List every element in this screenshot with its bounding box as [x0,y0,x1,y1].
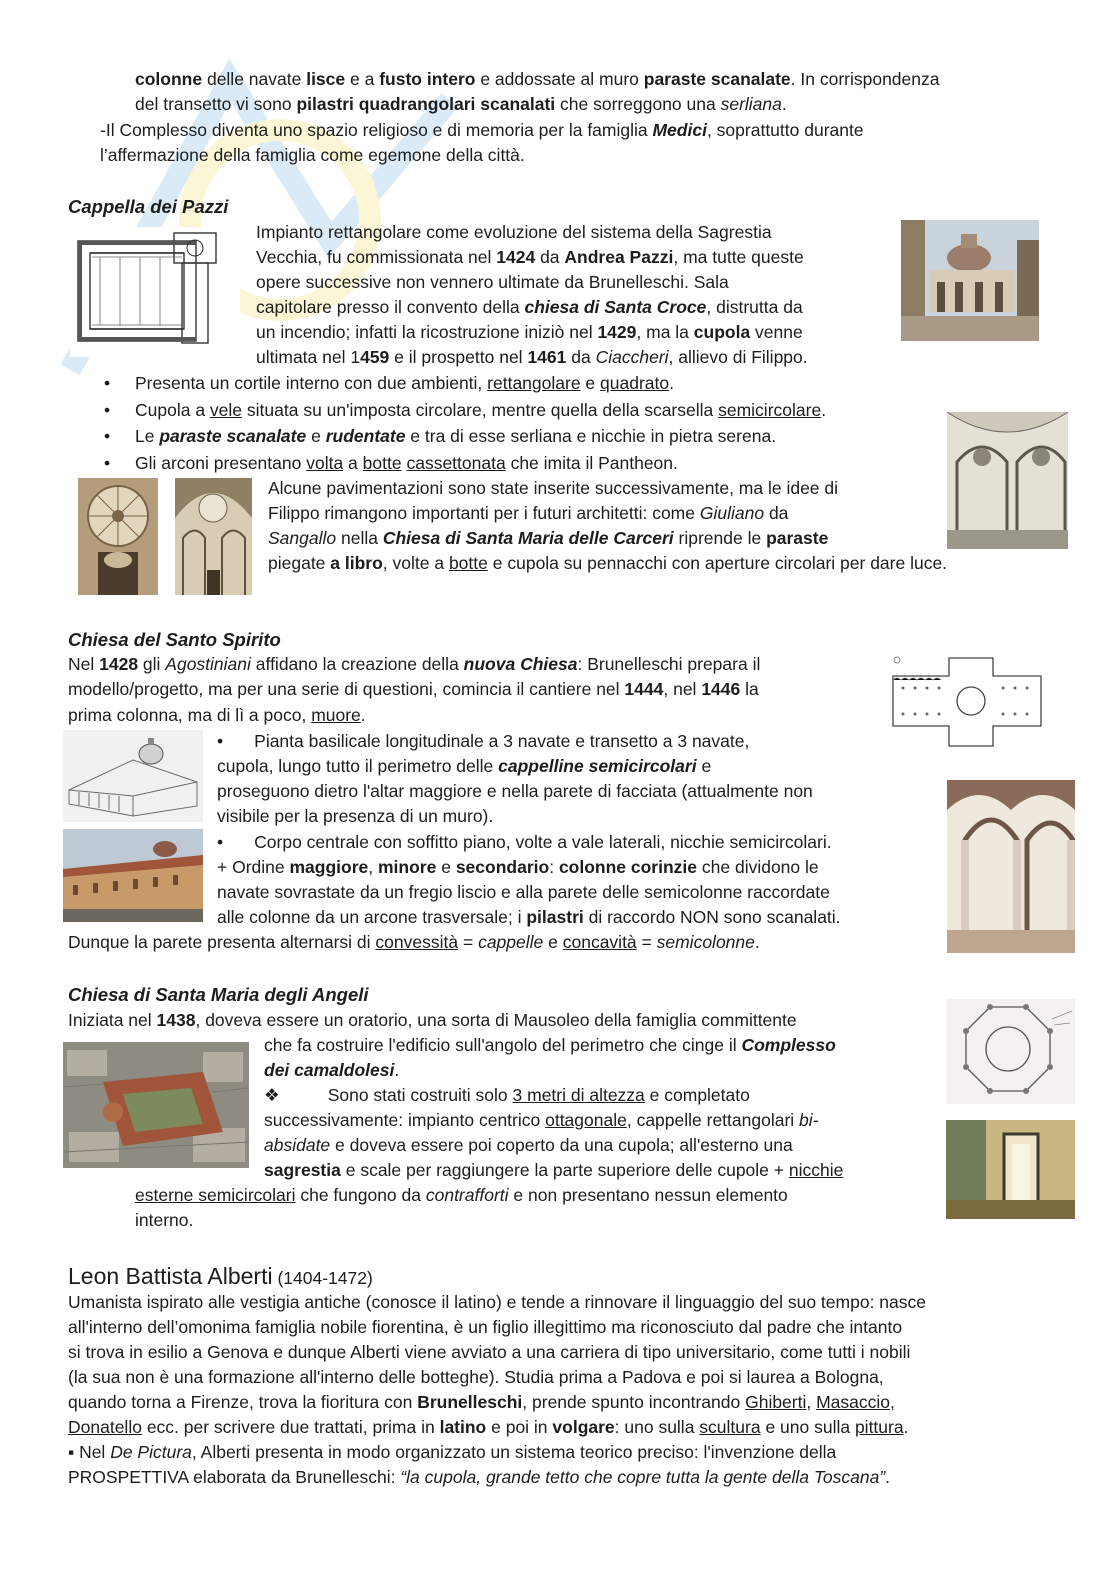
spirito-bullet-2: • Corpo centrale con soffitto piano, volte a vale laterali, nicchie semicircolari. [217,832,832,852]
alberti-line-3: si trova in esilio a Genova e dunque Alberti viene avviato a una carriera di tipo universitario, come tutti i nobili [68,1342,911,1362]
spirito-sketch-image [63,730,203,822]
section-title-angeli: Chiesa di Santa Maria degli Angeli [68,984,369,1005]
pazzi-text-5: un incendio; infatti la ricostruzione iniziò nel 1429, ma la cupola venne [256,322,803,342]
bullet-dot: • [104,373,111,393]
alberti-line-1: Umanista ispirato alle vestigia antiche (conosce il latino) e tende a rinnovare il linguaggio del suo tempo: nasce [68,1292,926,1312]
angeli-bullet-line-2: successivamente: impianto centrico ottagonale, cappelle rettangolari bi- [264,1110,819,1130]
angeli-aerial-photo [63,1042,249,1168]
spirito-bullet-1-line-2: cupola, lungo tutto il perimetro delle cappelline semicircolari e [217,756,712,776]
spirito-plan-image [889,654,1046,749]
angeli-line-1: Iniziata nel 1438, doveva essere un oratorio, una sorta di Mausoleo della famiglia committente [68,1010,797,1030]
bullet-dot: • [104,452,111,473]
pazzi-text-9: Sangallo nella Chiesa di Santa Maria delle Carceri riprende le paraste [268,528,829,548]
spirito-line-3: prima colonna, ma di lì a poco, muore. [68,705,366,725]
intro-line-2: del transetto vi sono pilastri quadrangolari scanalati che sorreggono una serliana. [135,94,787,114]
intro-line-3: -Il Complesso diventa uno spazio religioso e di memoria per la famiglia Medici, soprattutto durante [100,120,864,140]
angeli-bullet-line-5: esterne semicircolari che fungono da contrafforti e non presentano nessun elemento [135,1185,788,1205]
list-item: • Le paraste scanalate e rudentate e tra di esse serliana e nicchie in pietra serena. [135,424,826,451]
section-title-pazzi: Cappella dei Pazzi [68,196,229,217]
angeli-bullet-line-4: sagrestia e scale per raggiungere la parte superiore delle cupole + nicchie [264,1160,844,1180]
angeli-line-3: dei camaldolesi. [264,1060,400,1080]
spirito-nave-photo [947,780,1075,953]
spirito-bullet-2-line-4: alle colonne da un arcone trasversale; i pilastri di raccordo NON sono scanalati. [217,907,841,927]
pazzi-facade-photo [901,220,1039,341]
intro-line-1: colonne delle navate lisce e a fusto intero e addossate al muro paraste scanalate. In corrispondenza [135,69,940,89]
list-item: • Cupola a vele situata su un'imposta circolare, mentre quella della scarsella semicircolare. [135,398,826,425]
bullet-dot: • [104,399,111,420]
section-title-spirito: Chiesa del Santo Spirito [68,629,281,650]
angeli-plan-image [946,999,1075,1104]
alberti-line-4: (la sua non è una formazione all'interno delle botteghe). Studia prima a Padova e poi si laurea a Bologna, [68,1367,884,1387]
diamond-bullet-icon: ❖ [264,1085,280,1105]
angeli-interior-photo [946,1120,1075,1219]
spirito-bullet-2-line-3: navate sovrastate da un fregio liscio e alla parete delle semicolonne raccordate [217,882,830,902]
bullet-dot: • [104,426,111,446]
pazzi-text-10: piegate a libro, volte a botte e cupola su pennacchi con aperture circolari per dare luce. [268,553,948,573]
angeli-bullet-1: ❖ Sono stati costruiti solo 3 metri di altezza e completato [264,1085,750,1105]
list-item: • Presenta un cortile interno con due ambienti, rettangolare e quadrato. [135,371,826,398]
spirito-bullet-1: • Pianta basilicale longitudinale a 3 navate e transetto a 3 navate, [217,731,750,751]
spirito-line-2: modello/progetto, ma per una serie di questioni, comincia il cantiere nel 1444, nel 1446 la [68,679,759,699]
spirito-line-1: Nel 1428 gli Agostiniani affidano la creazione della nuova Chiesa: Brunelleschi prepara il [68,654,761,674]
alberti-line-2: all'interno dell’omonima famiglia nobile fiorentina, è un figlio illegittimo ma riconosciuto dal padre che intanto [68,1317,903,1337]
intro-line-4: l’affermazione della famiglia come egemone della città. [100,145,525,165]
pazzi-text-8: Filippo rimangono importanti per i futuri architetti: come Giuliano da [268,503,789,523]
pazzi-text-4: capitolare presso il convento della chiesa di Santa Croce, distrutta da [256,297,803,317]
pazzi-interior-photo [947,412,1068,549]
pazzi-plan-image [70,227,240,357]
alberti-line-8: PROSPETTIVA elaborata da Brunelleschi: “la cupola, grande tetto che copre tutta la gente della Toscana”. [68,1467,891,1487]
pazzi-text-2: Vecchia, fu commissionata nel 1424 da Andrea Pazzi, ma tutte queste [256,247,804,267]
section-title-alberti: Leon Battista Alberti (1404-1472) [68,1263,373,1289]
angeli-bullet-line-6: interno. [135,1210,194,1230]
pazzi-dome-photo-2 [175,478,252,595]
spirito-exterior-photo [63,829,203,922]
bullet-dot: • [217,832,224,852]
alberti-line-7: ▪ Nel De Pictura, Alberti presenta in modo organizzato un sistema teorico preciso: l'invenzione della [68,1442,837,1462]
pazzi-text-1: Impianto rettangolare come evoluzione del sistema della Sagrestia [256,222,772,242]
alberti-line-6: Donatello ecc. per scrivere due trattati, prima in latino e poi in volgare: uno sulla scultura e uno sulla pittura. [68,1417,909,1437]
bullet-dot: • [217,731,224,751]
spirito-bullet-2-line-2: + Ordine maggiore, minore e secondario: colonne corinzie che dividono le [217,857,819,877]
angeli-line-2: che fa costruire l'edificio sull'angolo del perimetro che cinge il Complesso [264,1035,836,1055]
spirito-conclusion: Dunque la parete presenta alternarsi di convessità = cappelle e concavità = semicolonne. [68,932,760,952]
alberti-line-5: quando torna a Firenze, trova la fioritura con Brunelleschi, prende spunto incontrando Ghiberti, Masaccio, [68,1392,895,1412]
angeli-bullet-line-3: absidate e doveva essere poi coperto da una cupola; all'esterno una [264,1135,793,1155]
pazzi-bullet-list [104,371,827,477]
pazzi-text-3: opere successive non vennero ultimate da Brunelleschi. Sala [256,272,729,292]
pazzi-text-6: ultimata nel 1459 e il prospetto nel 1461 da Ciaccheri, allievo di Filippo. [256,347,808,367]
list-item: • Gli arconi presentano volta a botte cassettonata che imita il Pantheon. [135,451,826,478]
spirito-bullet-1-line-4: visibile per la presenza di un muro). [217,806,494,826]
pazzi-dome-photo-1 [78,478,158,595]
spirito-bullet-1-line-3: proseguono dietro l'altar maggiore e nella parete di facciata (attualmente non [217,781,813,801]
pazzi-text-7: Alcune pavimentazioni sono state inserite successivamente, ma le idee di [268,478,839,498]
